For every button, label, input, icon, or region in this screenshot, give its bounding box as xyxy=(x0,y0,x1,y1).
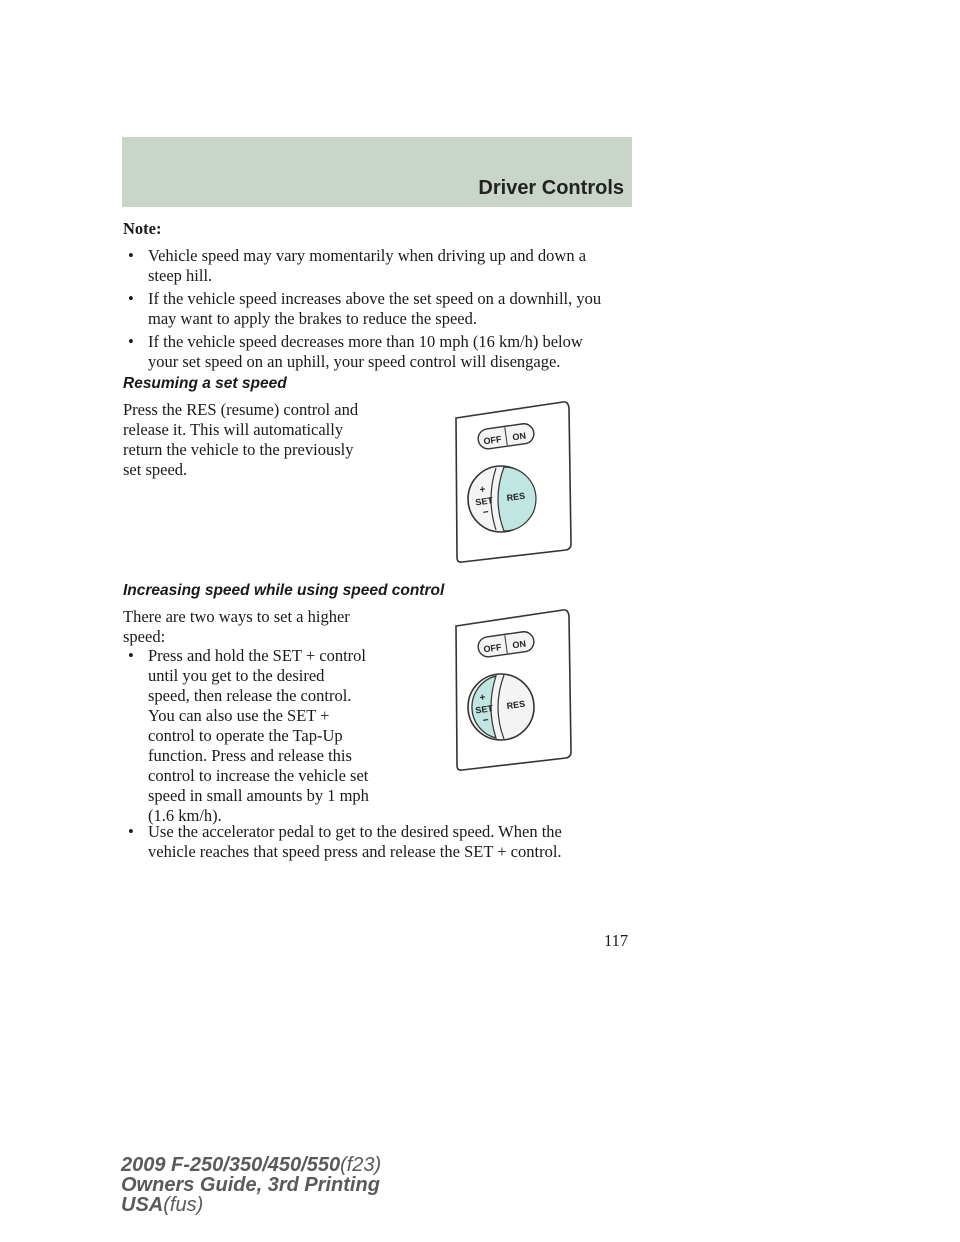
footer-print-info xyxy=(121,1155,381,1215)
increase-bullet-1 xyxy=(128,646,398,826)
plus-label: + xyxy=(478,692,487,704)
note-label: Note: xyxy=(123,219,162,238)
note-bullet-3 xyxy=(128,332,648,372)
line: until you get to the desired xyxy=(148,666,325,685)
plus-label: + xyxy=(478,484,487,496)
increase-bullet-2 xyxy=(128,822,648,862)
line: return the vehicle to the previously xyxy=(123,440,354,459)
bullet-dot: • xyxy=(128,646,134,665)
on-label: ON xyxy=(511,430,527,443)
section-title: Driver Controls xyxy=(478,177,624,199)
line: your set speed on an uphill, your speed control will disengage. xyxy=(148,352,561,371)
increase-intro xyxy=(123,607,423,647)
footer-market: USA xyxy=(121,1194,164,1216)
speed-control-set-illustration xyxy=(448,604,578,772)
line: vehicle reaches that speed press and release the SET + control. xyxy=(148,842,562,861)
line: Press the RES (resume) control and xyxy=(123,400,359,419)
section-header-band xyxy=(122,137,632,207)
bullet-dot: • xyxy=(128,332,134,351)
minus-label: − xyxy=(482,714,490,727)
increase-heading: Increasing speed while using speed control xyxy=(123,582,445,599)
line: If the vehicle speed increases above the set speed on a downhill, you xyxy=(148,289,602,308)
line: control to operate the Tap-Up xyxy=(148,726,343,745)
footer-model-code: (f23) xyxy=(340,1154,382,1176)
speed-control-res-illustration xyxy=(448,396,578,564)
bullet-dot: • xyxy=(128,246,134,265)
off-label: OFF xyxy=(482,434,503,447)
minus-label: − xyxy=(482,506,490,519)
resume-heading: Resuming a set speed xyxy=(123,375,287,392)
set-label: SET xyxy=(474,703,494,716)
line: speed, then release the control. xyxy=(148,686,352,705)
line: (1.6 km/h). xyxy=(148,806,222,825)
line: If the vehicle speed decreases more than 10 mph (16 km/h) below xyxy=(148,332,583,351)
line: Press and hold the SET + control xyxy=(148,646,366,665)
line: release it. This will automatically xyxy=(123,420,344,439)
line: speed: xyxy=(123,627,166,646)
line: steep hill. xyxy=(148,266,213,285)
note-bullet-1 xyxy=(128,246,648,286)
on-label: ON xyxy=(511,638,527,651)
resume-paragraph xyxy=(123,400,423,480)
line: function. Press and release this xyxy=(148,746,352,765)
line: set speed. xyxy=(123,460,188,479)
set-label: SET xyxy=(474,495,494,508)
footer-market-code: (fus) xyxy=(163,1194,204,1216)
off-label: OFF xyxy=(482,642,503,655)
bullet-dot: • xyxy=(128,289,134,308)
line: speed in small amounts by 1 mph xyxy=(148,786,369,805)
line: Vehicle speed may vary momentarily when driving up and down a xyxy=(148,246,587,265)
line: You can also use the SET + xyxy=(148,706,330,725)
res-label: RES xyxy=(505,698,526,712)
line: control to increase the vehicle set xyxy=(148,766,369,785)
page-number: 117 xyxy=(604,931,629,950)
line: There are two ways to set a higher xyxy=(123,607,350,626)
footer-guide: Owners Guide, 3rd Printing xyxy=(121,1174,380,1196)
bullet-dot: • xyxy=(128,822,134,841)
line: Use the accelerator pedal to get to the desired speed. When the xyxy=(148,822,562,841)
footer-model: 2009 F-250/350/450/550 xyxy=(121,1154,341,1176)
line: may want to apply the brakes to reduce the speed. xyxy=(148,309,477,328)
note-bullet-2 xyxy=(128,289,648,329)
res-label: RES xyxy=(505,490,526,504)
